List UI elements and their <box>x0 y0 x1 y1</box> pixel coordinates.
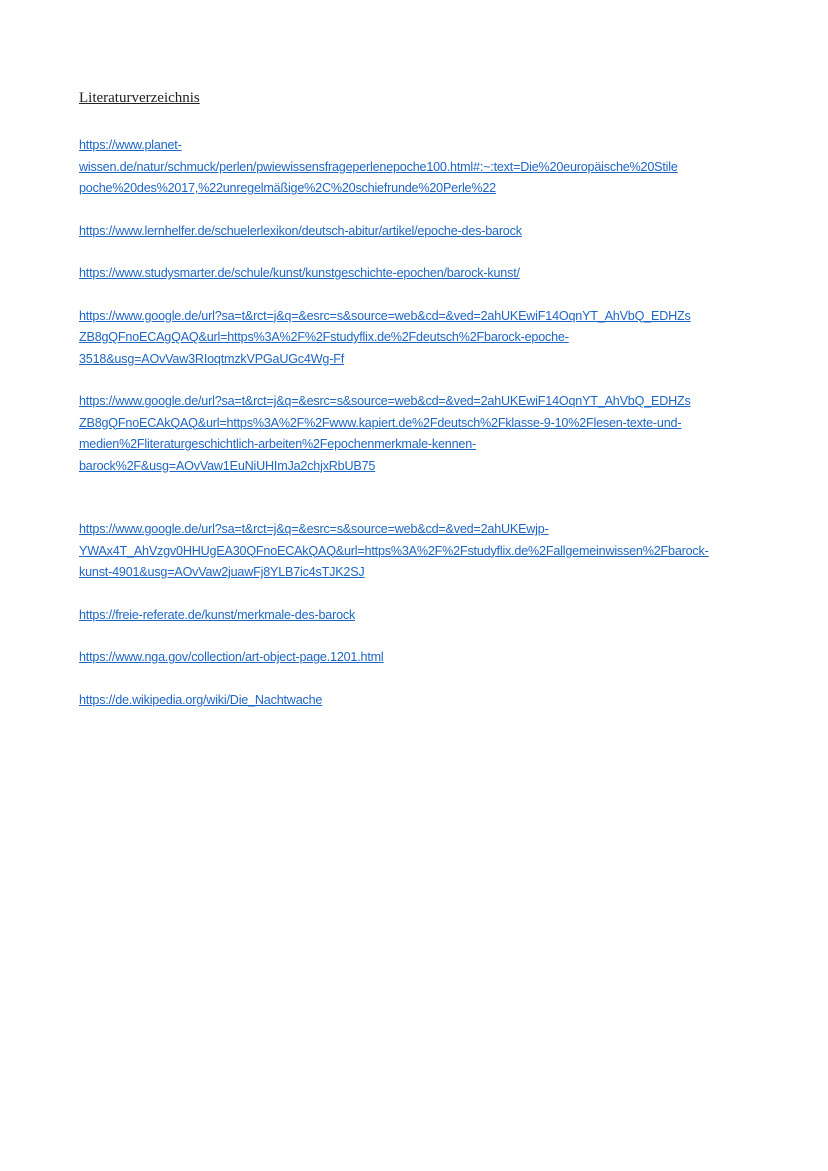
reference-link[interactable]: https://www.studysmarter.de/schule/kunst/kunstgeschichte-epochen/barock-kunst/ <box>79 266 520 280</box>
reference-link[interactable]: barock%2F&usg=AOvVaw1EuNiUHImJa2chjxRbUB75 <box>79 458 376 473</box>
reference-item <box>79 605 799 627</box>
reference-list <box>79 135 799 711</box>
reference-link[interactable]: https://de.wikipedia.org/wiki/Die_Nachtwache <box>79 692 323 707</box>
reference-link[interactable]: https://www.lernhelfer.de/schuelerlexikon/deutsch-abitur/artikel/epoche-des-barock <box>79 223 522 238</box>
reference-link[interactable]: kunst-4901&usg=AOvVaw2juawFj8YLB7ic4sTJK2SJ <box>79 565 365 579</box>
page-title: Literaturverzeichnis <box>79 90 200 106</box>
reference-item <box>79 391 799 477</box>
reference-link[interactable]: https://freie-referate.de/kunst/merkmale-des-barock <box>79 607 356 622</box>
reference-link[interactable]: ZB8gQFnoECAgQAQ&url=https%3A%2F%2Fstudyflix.de%2Fdeutsch%2Fbarock-epoche- <box>79 330 569 344</box>
reference-link[interactable]: 3518&usg=AOvVaw3RIoqtmzkVPGaUGc4Wg-Ff <box>79 351 344 366</box>
reference-link[interactable]: ZB8gQFnoECAkQAQ&url=https%3A%2F%2Fwww.kapiert.de%2Fdeutsch%2Fklasse-9-10%2Flesen-texte-und- <box>79 415 682 430</box>
reference-link[interactable]: https://www.google.de/url?sa=t&rct=j&q=&esrc=s&source=web&cd=&ved=2ahUKEwiF14OqnYT_AhVbQ_EDHZs <box>79 394 691 408</box>
reference-link[interactable]: https://www.planet- <box>79 138 182 152</box>
reference-link[interactable]: https://www.google.de/url?sa=t&rct=j&q=&esrc=s&source=web&cd=&ved=2ahUKEwjp- <box>79 522 549 536</box>
reference-link[interactable]: poche%20des%2017,%22unregelmäßige%2C%20schiefrunde%20Perle%22 <box>79 181 496 195</box>
reference-link[interactable]: wissen.de/natur/schmuck/perlen/pwiewissensfrageperlenepoche100.html#:~:text=Die%20europäische%20Stile <box>79 159 678 174</box>
reference-item <box>79 135 799 200</box>
reference-link[interactable]: medien%2Fliteraturgeschichtlich-arbeiten%2Fepochenmerkmale-kennen- <box>79 437 477 451</box>
reference-item <box>79 306 799 371</box>
reference-link[interactable]: https://www.google.de/url?sa=t&rct=j&q=&esrc=s&source=web&cd=&ved=2ahUKEwiF14OqnYT_AhVbQ_EDHZs <box>79 308 691 323</box>
reference-item <box>79 263 799 285</box>
reference-item <box>79 690 799 712</box>
reference-item <box>79 221 799 243</box>
reference-item <box>79 519 799 584</box>
reference-item <box>79 647 799 669</box>
reference-link[interactable]: YWAx4T_AhVzgv0HHUgEA30QFnoECAkQAQ&url=https%3A%2F%2Fstudyflix.de%2Fallgemeinwissen%2Fbarock- <box>79 543 709 558</box>
reference-link[interactable]: https://www.nga.gov/collection/art-object-page.1201.html <box>79 650 384 664</box>
